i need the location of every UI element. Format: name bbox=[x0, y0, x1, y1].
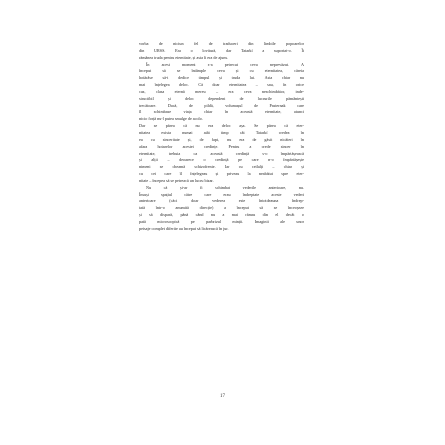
text-line: început să se întâmple ceva și cu eternitatea, căreia bbox=[139, 68, 304, 74]
paragraph bbox=[139, 41, 304, 62]
text-line: vorba de niciun fel de traduceri din limbile popoarelor bbox=[139, 41, 304, 46]
text-line: anterioare (căci doar vederea este întotdeauna îndrep- bbox=[139, 198, 304, 204]
text-line: și alții – deoarece o credință pe care n-o împărtășește bbox=[139, 157, 304, 163]
text-line: rămânea truda pentru eternitate, și asta îi era de ajuns. bbox=[139, 54, 229, 60]
text-line: din URSS. Era o lovitură, dar Tatarkí a suportat-o. Îi bbox=[139, 47, 304, 53]
text-line: mai înțelegea deloc. Că doar eternitatea – sau, în orice bbox=[139, 82, 304, 88]
text-line: nitatea exista numai atât timp cât Tatarkí credea în bbox=[139, 129, 304, 135]
text-line: peisaje complet diferite au început să licărească în jur. bbox=[139, 225, 229, 231]
text-line: În acest moment s-a petrecut ceva neprevăzut. A bbox=[146, 61, 304, 67]
paragraph bbox=[139, 185, 304, 233]
text-line: hotărâse să-i dedice timpul și truda lui. Asta chiar nu bbox=[139, 75, 304, 81]
text-line: Nu că și-ar fi schimbat vederile anterioare, nu. bbox=[146, 184, 304, 190]
text-line: ea cu sinceritate și, de fapt, nu era de găsit nicăieri în bbox=[139, 136, 304, 142]
text-line: trecătoare. Dacă, de pildă, volumașul de Pasternak care bbox=[139, 102, 304, 108]
text-line: eternitate, trebuia ca această credință s-o împărtășească bbox=[139, 150, 304, 156]
text-line: caz, clasa eternă mereu – era ceva neschimbător, inde- bbox=[139, 88, 304, 94]
text-line: și să dispară, până când nu a mai rămas din el decât o bbox=[139, 212, 304, 218]
text-line: Însuși spațiul către care erau îndreptate aceste vederi bbox=[139, 191, 304, 197]
paragraph bbox=[139, 62, 304, 124]
text-line: nitate – începea să se petreacă un lucru bizar. bbox=[139, 177, 214, 183]
text-line: pată microscopică pe parbrizul minții. Imaginii ale unor bbox=[139, 218, 304, 224]
text-line: cu cei care îl înțelegeau și priveau la neabătut spre eter- bbox=[139, 171, 304, 177]
text-line: nicio forță nu-l putea smulge de acolo. bbox=[139, 116, 203, 122]
text-line: îl schimbase viața chiar în această eternitate, atunci bbox=[139, 109, 304, 115]
paragraph bbox=[139, 123, 304, 185]
text-line: structibil și deloc dependent de lucrurile pământești bbox=[139, 95, 304, 101]
text-line: tată într-o anumită direcție) a început să se înceoșeze bbox=[139, 205, 304, 211]
page-number: 17 bbox=[220, 394, 225, 399]
text-line: nimeni se cheamă schizofrenie. Iar cu ceilalți – chiar și bbox=[139, 164, 304, 170]
text-line: Dar se părea că nu era deloc așa. Se părea că eter- bbox=[139, 123, 304, 129]
text-line: afara hotarelor acestei credințe. Pentru a crede sincer în bbox=[139, 143, 304, 149]
body-text bbox=[139, 41, 304, 233]
